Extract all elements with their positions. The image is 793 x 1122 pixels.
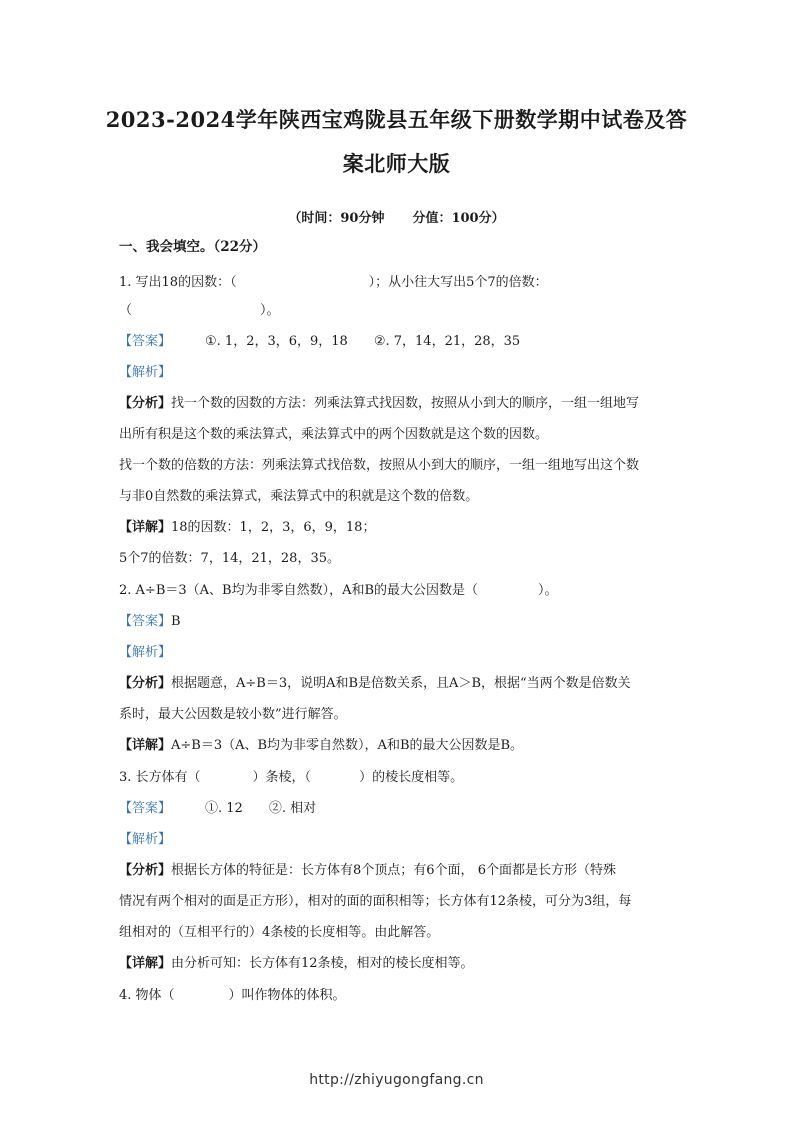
analysis-1-line-1: 【分析】找一个数的因数的方法：列乘法算式找因数，按照从小到大的顺序，一组一组地写: [119, 396, 640, 411]
detail-3-line-1: 【详解】由分析可知：长方体有12条棱，相对的棱长度相等。: [119, 956, 474, 971]
analysis-label-1: 【解析】: [119, 365, 172, 380]
detail-1-line-1: 【详解】18的因数：1，2，3，6，9，18；: [119, 520, 376, 535]
answer-1: 【答案】 ①. 1，2，3，6，9，18 ②. 7，14，21，28，35: [119, 334, 521, 349]
answer-label: 【答案】: [119, 334, 172, 349]
question-1: 1. 写出18的因数：（ ）；从小往大写出5个7的倍数：: [119, 275, 548, 290]
answer-label: 【答案】: [119, 801, 172, 816]
answer-2: 【答案】B: [119, 614, 181, 629]
score-info: 分值：100分）: [412, 211, 505, 226]
question-2: 2. A÷B＝3（A、B均为非零自然数），A和B的最大公因数是（ ）。: [119, 583, 558, 598]
document-title-line-1: 2023-2024学年陕西宝鸡陇县五年级下册数学期中试卷及答: [105, 107, 688, 132]
analysis-label-2: 【解析】: [119, 645, 172, 660]
document-title-line-2: 案北师大版: [342, 151, 451, 176]
question-4: 4. 物体（ ）叫作物体的体积。: [119, 988, 346, 1003]
question-1-continued: （ ）。: [119, 303, 280, 318]
detail-2-line-1: 【详解】A÷B＝3（A、B均为非零自然数），A和B的最大公因数是B。: [119, 738, 524, 753]
time-info: （时间：90分钟: [288, 211, 385, 226]
answer-label: 【答案】: [119, 614, 172, 629]
analysis-1-line-2: 出所有积是这个数的乘法算式，乘法算式中的两个因数就是这个数的因数。: [119, 427, 549, 442]
section-heading: 一、我会填空。（22分）: [119, 239, 267, 255]
analysis-3-line-2: 情况有两个相对的面是正方形），相对的面的面积相等；长方体有12条棱，可分为3组，每: [119, 894, 632, 909]
answer-3: 【答案】 ①. 12 ②. 相对: [119, 801, 317, 816]
analysis-3-line-3: 组相对的（互相平行的）4条棱的长度相等。由此解答。: [119, 925, 440, 940]
question-3: 3. 长方体有（ ）条棱，（ ）的棱长度相等。: [119, 770, 464, 785]
analysis-3-line-1: 【分析】根据长方体的特征是：长方体有8个顶点；有6个面， 6个面都是长方形（特殊: [119, 863, 616, 878]
exam-info: [100, 207, 693, 226]
analysis-1-line-3: 找一个数的倍数的方法：列乘法算式找倍数，按照从小到大的顺序，一组一组地写出这个数: [119, 458, 640, 473]
detail-1-line-2: 5个7的倍数：7，14，21，28，35。: [119, 551, 340, 566]
analysis-2-line-2: 系时，最大公因数是较小数”进行解答。: [119, 707, 347, 722]
analysis-2-line-1: 【分析】根据题意，A÷B＝3，说明A和B是倍数关系，且A＞B，根据“当两个数是倍数关: [119, 676, 631, 691]
footer-url[interactable]: http://zhiyugongfang.cn: [309, 1072, 484, 1088]
analysis-label-3: 【解析】: [119, 832, 172, 847]
analysis-1-line-4: 与非0自然数的乘法算式，乘法算式中的积就是这个数的倍数。: [119, 489, 479, 504]
